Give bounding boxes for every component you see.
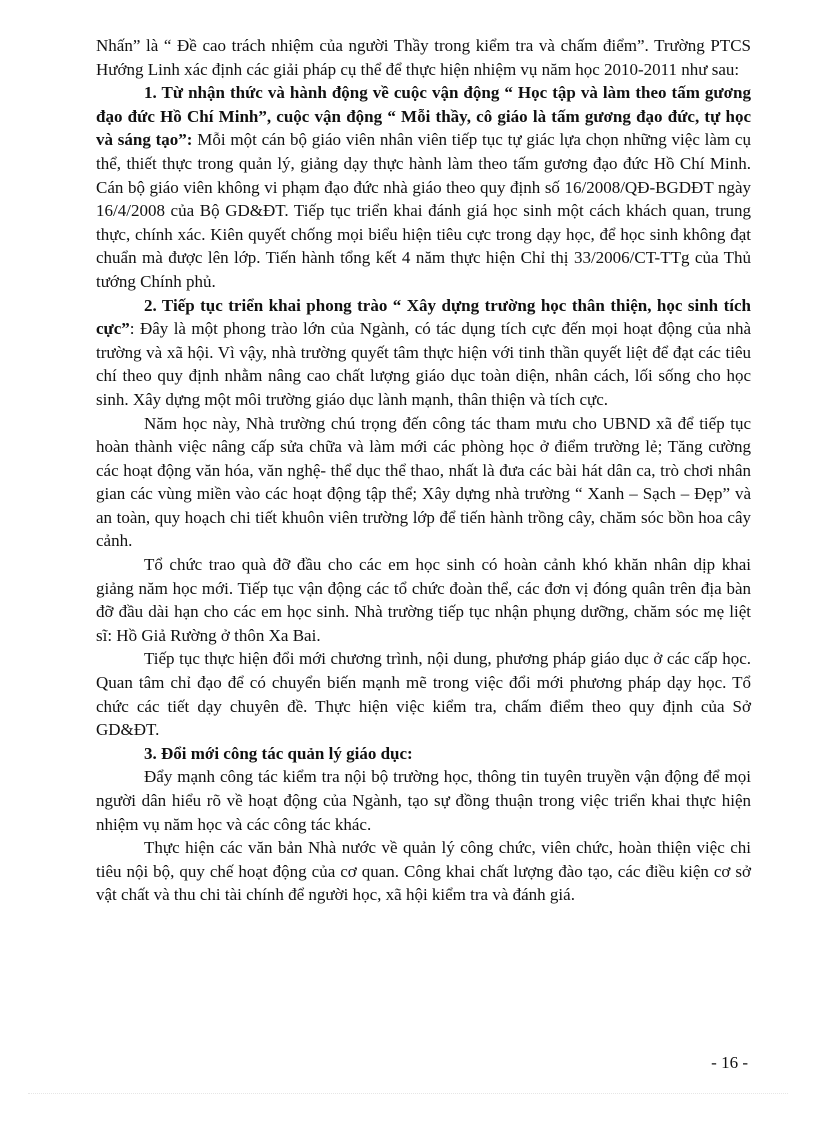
paragraph-text: Mỗi một cán bộ giáo viên nhân viên tiếp tục tự giác lựa chọn những việc làm cụ thể, thiết thực trong quản lý, giảng dạy thực hành làm theo tấm gương đạo đức Hồ Chí Minh. Cán bộ giáo viên không vi phạm đạo đức nhà giáo theo quy định số 16/2008/QĐ-BGDĐT ngày 16/4/2008 của Bộ GD&ĐT. Tiếp tục triển khai đánh giá học sinh một cách khách quan, trung thực, chính xác. Kiên quyết chống mọi biểu hiện tiêu cực trong dạy học, để học sinh không đạt chuẩn mà được lên lớp. Tiến hành tổng kết 4 năm thực hiện Chỉ thị 33/2006/CT-TTg của Thủ tướng Chính phủ. [96, 130, 751, 291]
paragraph-text: Nhấn” là “ Đề cao trách nhiệm của người Thầy trong kiểm tra và chấm điểm”. Trường PTCS Hướng Linh xác định các giải pháp cụ thể để thực hiện nhiệm vụ năm học 2010-2011 như sau: [96, 36, 751, 79]
body-paragraph [96, 647, 751, 741]
page-number: - 16 - [711, 1053, 748, 1072]
paragraph-text: Đẩy mạnh công tác kiểm tra nội bộ trường học, thông tin tuyên truyền vận động để mọi người dân hiểu rõ về hoạt động của Ngành, tạo sự đồng thuận trong việc triển khai thực hiện nhiệm vụ năm học và các công tác khác. [96, 767, 751, 834]
body-paragraph [96, 765, 751, 836]
body-paragraph [96, 836, 751, 907]
body-paragraph [96, 553, 751, 647]
intro-paragraph [96, 34, 751, 81]
section-1-heading: 1. Từ nhận thức và hành động về cuộc vận động “ Học tập và làm theo tấm gương đạo đức Hồ Chí Minh”, cuộc vận động “ Mỗi thầy, cô giáo là tấm gương đạo đức, tự học và sáng tạo”: [96, 83, 751, 150]
paragraph-text: Thực hiện các văn bản Nhà nước về quản lý công chức, viên chức, hoàn thiện việc chi tiêu nội bộ, quy chế hoạt động của cơ quan. Công khai chất lượng đào tạo, các điều kiện cơ sở vật chất và thu chi tài chính để người học, xã hội kiểm tra và đánh giá. [96, 838, 751, 905]
paragraph-text: : Đây là một phong trào lớn của Ngành, có tác dụng tích cực đến mọi hoạt động của nhà trường và xã hội. Vì vậy, nhà trường quyết tâm thực hiện với tinh thần quyết liệt để đạt các tiêu chí theo quy định nhằm nâng cao chất lượng giáo dục toàn diện, nhân cách, lối sống cho học sinh. Xây dựng một môi trường giáo dục lành mạnh, thân thiện và tích cực. [96, 319, 751, 409]
section-3-paragraph [96, 742, 751, 766]
section-2-paragraph [96, 294, 751, 412]
section-1-paragraph [96, 81, 751, 293]
document-body [96, 34, 751, 907]
section-2-heading: 2. Tiếp tục triển khai phong trào “ Xây dựng trường học thân thiện, học sinh tích cực” [96, 295, 751, 339]
body-paragraph [96, 412, 751, 554]
paragraph-text: Năm học này, Nhà trường chú trọng đến công tác tham mưu cho UBND xã để tiếp tục hoàn thành việc nâng cấp sửa chữa và làm mới các phòng học ở điểm trường lẻ; Tăng cường các hoạt động văn hóa, văn nghệ- thể dục thể thao, nhất là đưa các bài hát dân ca, trò chơi nhân gian các vùng miền vào các hoạt động tập thể; Xây dựng nhà trường “ Xanh – Sạch – Đẹp” và an toàn, quy hoạch chi tiết khuôn viên trường lớp để tiến hành trồng cây, chăm sóc bồn hoa cây cảnh. [96, 413, 751, 551]
section-3-heading: 3. Đổi mới công tác quản lý giáo dục: [144, 743, 413, 763]
paragraph-text: Tiếp tục thực hiện đổi mới chương trình, nội dung, phương pháp giáo dục ở các cấp học. Quan tâm chỉ đạo để có chuyển biến mạnh mẽ trong việc đổi mới phương pháp dạy học. Tổ chức các tiết dạy chuyên đề. Thực hiện việc kiểm tra, chấm điểm theo quy định của Sở GD&ĐT. [96, 649, 751, 740]
footer-divider [28, 1093, 788, 1094]
paragraph-text: Tổ chức trao quà đỡ đầu cho các em học sinh có hoàn cảnh khó khăn nhân dịp khai giảng năm học mới. Tiếp tục vận động các tổ chức đoàn thể, các đơn vị đóng quân trên địa bàn đỡ đầu dài hạn cho các em học sinh. Nhà trường tiếp tục nhận phụng dưỡng, chăm sóc mẹ liệt sĩ: Hồ Giả Rường ở thôn Xa Bai. [96, 555, 751, 645]
